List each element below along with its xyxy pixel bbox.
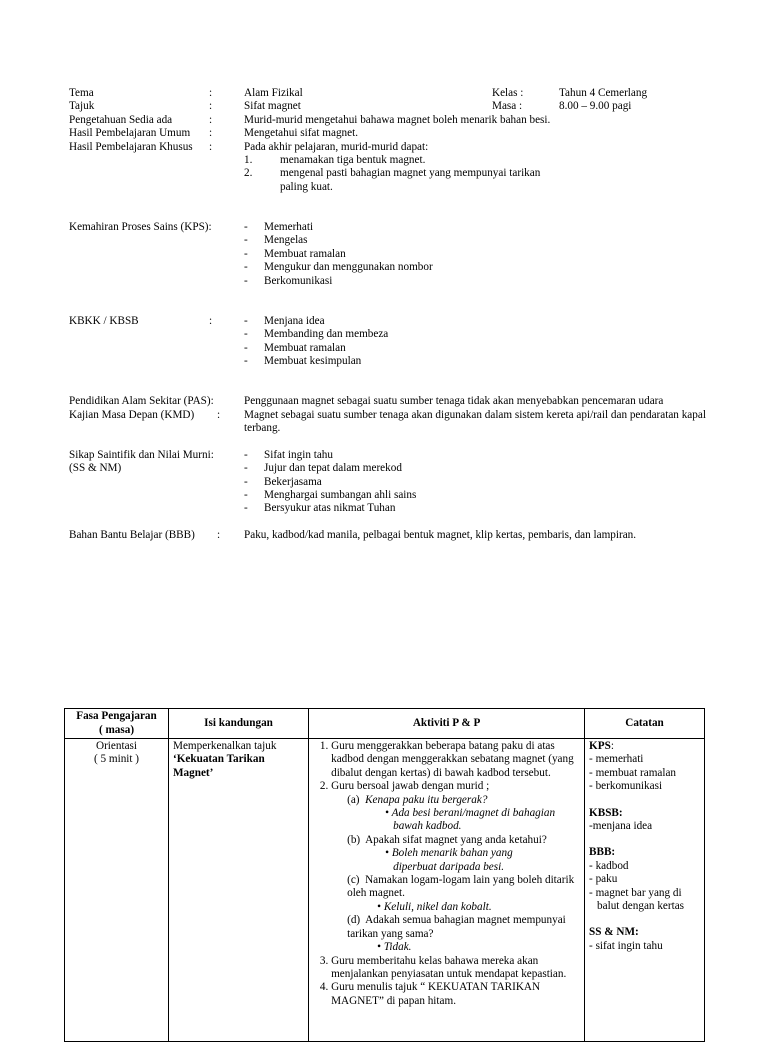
ssnm-list bbox=[244, 449, 729, 516]
kelas-value: Tahun 4 Cemerlang bbox=[559, 87, 648, 99]
list-item: -menjana idea bbox=[589, 820, 653, 833]
masa-value: 8.00 – 9.00 pagi bbox=[559, 100, 632, 113]
colon: : bbox=[217, 408, 221, 421]
cell-aktiviti bbox=[309, 739, 585, 1042]
list-item: - Membuat kesimpulan bbox=[244, 355, 362, 368]
pengetahuan-label: Pengetahuan Sedia ada bbox=[69, 113, 173, 126]
tema-value: Alam Fizikal bbox=[244, 87, 303, 99]
colon: : bbox=[209, 314, 213, 327]
question-b: (b) Apakah sifat magnet yang anda ketahui? bbox=[347, 833, 547, 846]
list-item: - kadbod bbox=[589, 859, 629, 872]
row-pas bbox=[69, 395, 729, 408]
header-catatan: Catatan bbox=[585, 709, 705, 739]
lesson-activity-table bbox=[64, 708, 705, 1042]
masa-label: Masa : bbox=[492, 100, 523, 113]
colon: : bbox=[217, 529, 221, 542]
row-pengetahuan bbox=[69, 114, 729, 127]
hpk-item-1: 1. menamakan tiga bentuk magnet. bbox=[244, 154, 426, 166]
colon: : bbox=[209, 127, 213, 140]
row-bbb bbox=[69, 529, 729, 542]
list-item: 4. Guru menulis tajuk “ KEKUATAN TARIKAN MAGNET” di papan hitam. bbox=[331, 981, 580, 1008]
pas-label: Pendidikan Alam Sekitar (PAS): bbox=[69, 395, 214, 408]
list-item: - Mengelas bbox=[244, 234, 308, 247]
question-d: (d) Adakah semua bahagian magnet mempunyai tarikan yang sama? bbox=[347, 914, 566, 940]
colon: : bbox=[209, 87, 213, 99]
list-item: - Membuat ramalan bbox=[244, 341, 346, 354]
table-row bbox=[65, 739, 705, 1042]
hpu-label: Hasil Pembelajaran Umum bbox=[69, 127, 191, 140]
ssnm-label-abbr: (SS & NM) bbox=[69, 462, 122, 475]
colon: : bbox=[209, 113, 213, 126]
activity-list bbox=[313, 740, 580, 1008]
header-isi: Isi kandungan bbox=[169, 709, 309, 739]
tajuk-value: Sifat magnet bbox=[244, 100, 301, 113]
answer-b: • Boleh menarik bahan yang bbox=[385, 847, 513, 860]
answer-a-cont: bawah kadbod. bbox=[393, 820, 462, 833]
answer-b-cont: diperbuat daripada besi. bbox=[393, 860, 505, 873]
list-item: - membuat ramalan bbox=[589, 766, 677, 779]
list-item: 3. Guru memberitahu kelas bahawa mereka akan menjalankan penyiasatan untuk mendapat kepastian. bbox=[331, 955, 580, 982]
list-item-cont: balut dengan kertas bbox=[597, 900, 685, 913]
table-header-row bbox=[65, 709, 705, 739]
list-item: - Jujur dan tepat dalam merekod bbox=[244, 462, 402, 475]
list-item: - Menghargai sumbangan ahli sains bbox=[244, 489, 417, 502]
kmd-label: Kajian Masa Depan (KMD) bbox=[69, 408, 195, 421]
answer-c: • Keluli, nikel dan kobalt. bbox=[377, 900, 492, 913]
header-fasa: Fasa Pengajaran ( masa) bbox=[65, 709, 169, 739]
bbb-value: Paku, kadbod/kad manila, pelbagai bentuk magnet, klip kertas, pembaris, dan lampiran. bbox=[244, 529, 637, 542]
question-a: (a) Kenapa paku itu bergerak? bbox=[347, 793, 488, 806]
lesson-header bbox=[69, 87, 729, 543]
list-item: - berkomunikasi bbox=[589, 780, 663, 793]
kbkk-list bbox=[244, 315, 729, 369]
hpk-intro: Pada akhir pelajaran, murid-murid dapat: bbox=[244, 140, 429, 153]
list-item: - Menjana idea bbox=[244, 314, 325, 327]
tema-label: Tema bbox=[69, 87, 94, 99]
row-tema bbox=[69, 87, 729, 100]
answer-a: • Ada besi berani/magnet di bahagian bbox=[385, 807, 556, 820]
list-item: - paku bbox=[589, 873, 618, 886]
list-item: - Memerhati bbox=[244, 221, 314, 233]
hpk-label: Hasil Pembelajaran Khusus bbox=[69, 140, 193, 153]
row-kps bbox=[69, 221, 729, 288]
row-hpk bbox=[69, 141, 729, 195]
kmd-value: Magnet sebagai suatu sumber tenaga akan digunakan dalam sistem kereta api/rail dan pendaratan kapal terbang. bbox=[244, 408, 706, 435]
cell-catatan bbox=[585, 739, 705, 1042]
list-item: - Sifat ingin tahu bbox=[244, 448, 333, 461]
cell-fasa: Orientasi ( 5 minit ) bbox=[65, 739, 169, 1042]
pas-value: Penggunaan magnet sebagai suatu sumber tenaga tidak akan menyebabkan pencemaran udara bbox=[244, 395, 664, 408]
header-aktiviti: Aktiviti P & P bbox=[309, 709, 585, 739]
note-ss-heading: SS & NM: bbox=[589, 926, 639, 939]
list-item: - memerhati bbox=[589, 753, 644, 766]
note-bbb-heading: BBB: bbox=[589, 846, 616, 859]
list-item: - Membanding dan membeza bbox=[244, 328, 389, 341]
note-kbsb-heading: KBSB: bbox=[589, 806, 623, 819]
row-tajuk bbox=[69, 100, 729, 113]
row-ssnm bbox=[69, 449, 729, 516]
hpk-item-2-cont: paling kuat. bbox=[280, 180, 333, 193]
list-item: 1. Guru menggerakkan beberapa batang paku di atas kadbod dengan menggerakkan sebatang magnet (yang dibalut dengan kertas) di bawah kadbod tersebut. bbox=[331, 740, 580, 780]
kbkk-label: KBKK / KBSB bbox=[69, 314, 139, 327]
row-hpu bbox=[69, 127, 729, 140]
question-c: (c) Namakan logam-logam lain yang boleh ditarik oleh magnet. bbox=[347, 874, 575, 900]
list-item: - Bekerjasama bbox=[244, 475, 322, 488]
list-item: - magnet bar yang di bbox=[589, 886, 682, 899]
kps-label: Kemahiran Proses Sains (KPS): bbox=[69, 221, 212, 233]
list-item: - sifat ingin tahu bbox=[589, 939, 663, 952]
hpk-item-2: 2. mengenal pasti bahagian magnet yang mempunyai tarikan bbox=[244, 167, 541, 180]
list-item: - Mengukur dan menggunakan nombor bbox=[244, 261, 433, 274]
pengetahuan-value: Murid-murid mengetahui bahawa magnet boleh menarik bahan besi. bbox=[244, 113, 551, 126]
hpk-block bbox=[244, 141, 729, 195]
list-item: - Berkomunikasi bbox=[244, 274, 333, 287]
tajuk-label: Tajuk bbox=[69, 100, 95, 113]
bbb-label: Bahan Bantu Belajar (BBB) bbox=[69, 529, 195, 542]
ssnm-label: Sikap Saintifik dan Nilai Murni: bbox=[69, 448, 214, 461]
list-item: 2. Guru bersoal jawab dengan murid ; (a) Kenapa paku itu bergerak? • Ada besi berani/magnet di bahagian bawah kadbod. (b) Apakah sifat magnet yang anda ketahui? • Boleh menarik bahan yang diperbuat daripada besi. (c) Namakan logam-logam lain yang boleh ditarik oleh magnet. • Keluli, nikel dan kobalt. (d) Adakah semua bahagian magnet mempunyai tarikan yang sama? • Tidak. bbox=[331, 780, 580, 954]
cell-isi: Memperkenalkan tajuk ‘Kekuatan Tarikan Magnet’ bbox=[169, 739, 309, 1042]
row-kmd bbox=[69, 409, 729, 436]
row-kbkk bbox=[69, 315, 729, 369]
note-kps-heading: KPS: bbox=[589, 740, 614, 752]
colon: : bbox=[209, 140, 213, 153]
hpu-value: Mengetahui sifat magnet. bbox=[244, 127, 359, 140]
kelas-label: Kelas : bbox=[492, 87, 524, 99]
answer-d: • Tidak. bbox=[377, 941, 412, 954]
kps-list bbox=[244, 221, 729, 288]
list-item: - Membuat ramalan bbox=[244, 247, 346, 260]
colon: : bbox=[209, 100, 213, 113]
list-item: - Bersyukur atas nikmat Tuhan bbox=[244, 502, 396, 515]
